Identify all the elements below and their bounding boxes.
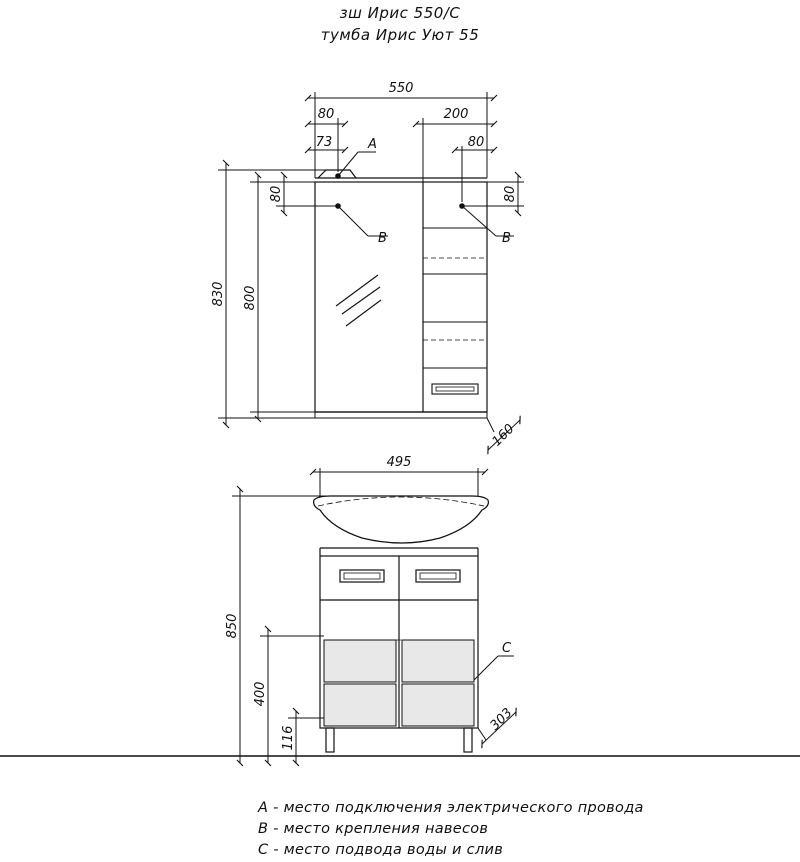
marker-a: A — [368, 137, 377, 152]
basin — [314, 496, 489, 543]
dim-495: 495 — [386, 455, 412, 470]
title-line-2: тумба Ирис Уют 55 — [320, 26, 480, 44]
drawer-handle-right — [416, 570, 460, 582]
dim-800: 800 — [243, 285, 258, 311]
basket-left-top — [324, 640, 396, 682]
dim-830: 830 — [211, 281, 226, 307]
drawer-handle — [432, 384, 478, 394]
dim-80-right-vertical: 80 — [503, 185, 518, 203]
dim-80-left: 80 — [317, 107, 335, 122]
dim-303: 303 — [487, 705, 516, 734]
dim-80-left-vertical: 80 — [269, 185, 284, 203]
legend-c: C - место подвода воды и слив — [258, 842, 504, 858]
marker-c: C — [502, 641, 512, 656]
dim-200: 200 — [443, 107, 469, 122]
dim-116: 116 — [281, 725, 296, 751]
marker-b-left: B — [378, 231, 387, 246]
basket-left-bottom — [324, 684, 396, 726]
legend-b: B - место крепления навесов — [258, 821, 489, 837]
mirror-glare — [336, 275, 381, 326]
marker-b-right: B — [502, 231, 511, 246]
leg-right — [464, 728, 472, 752]
dim-550: 550 — [388, 81, 414, 96]
basket-right-top — [402, 640, 474, 682]
mirror-cabinet — [315, 170, 487, 418]
dim-160: 160 — [489, 421, 518, 450]
leg-left — [326, 728, 334, 752]
bottom-shelf — [315, 412, 487, 418]
dim-850: 850 — [225, 613, 240, 639]
drawer-handle-left — [340, 570, 384, 582]
vanity-cabinet — [314, 496, 489, 752]
dim-73: 73 — [315, 135, 333, 150]
basket-right-bottom — [402, 684, 474, 726]
right-shelves — [423, 228, 487, 394]
dim-80-right: 80 — [467, 135, 485, 150]
mirror-cabinet-body — [315, 182, 487, 412]
title-line-1: зш Ирис 550/С — [339, 4, 461, 22]
dim-400: 400 — [253, 681, 268, 707]
legend-a: A - место подключения электрического провода — [258, 800, 644, 816]
